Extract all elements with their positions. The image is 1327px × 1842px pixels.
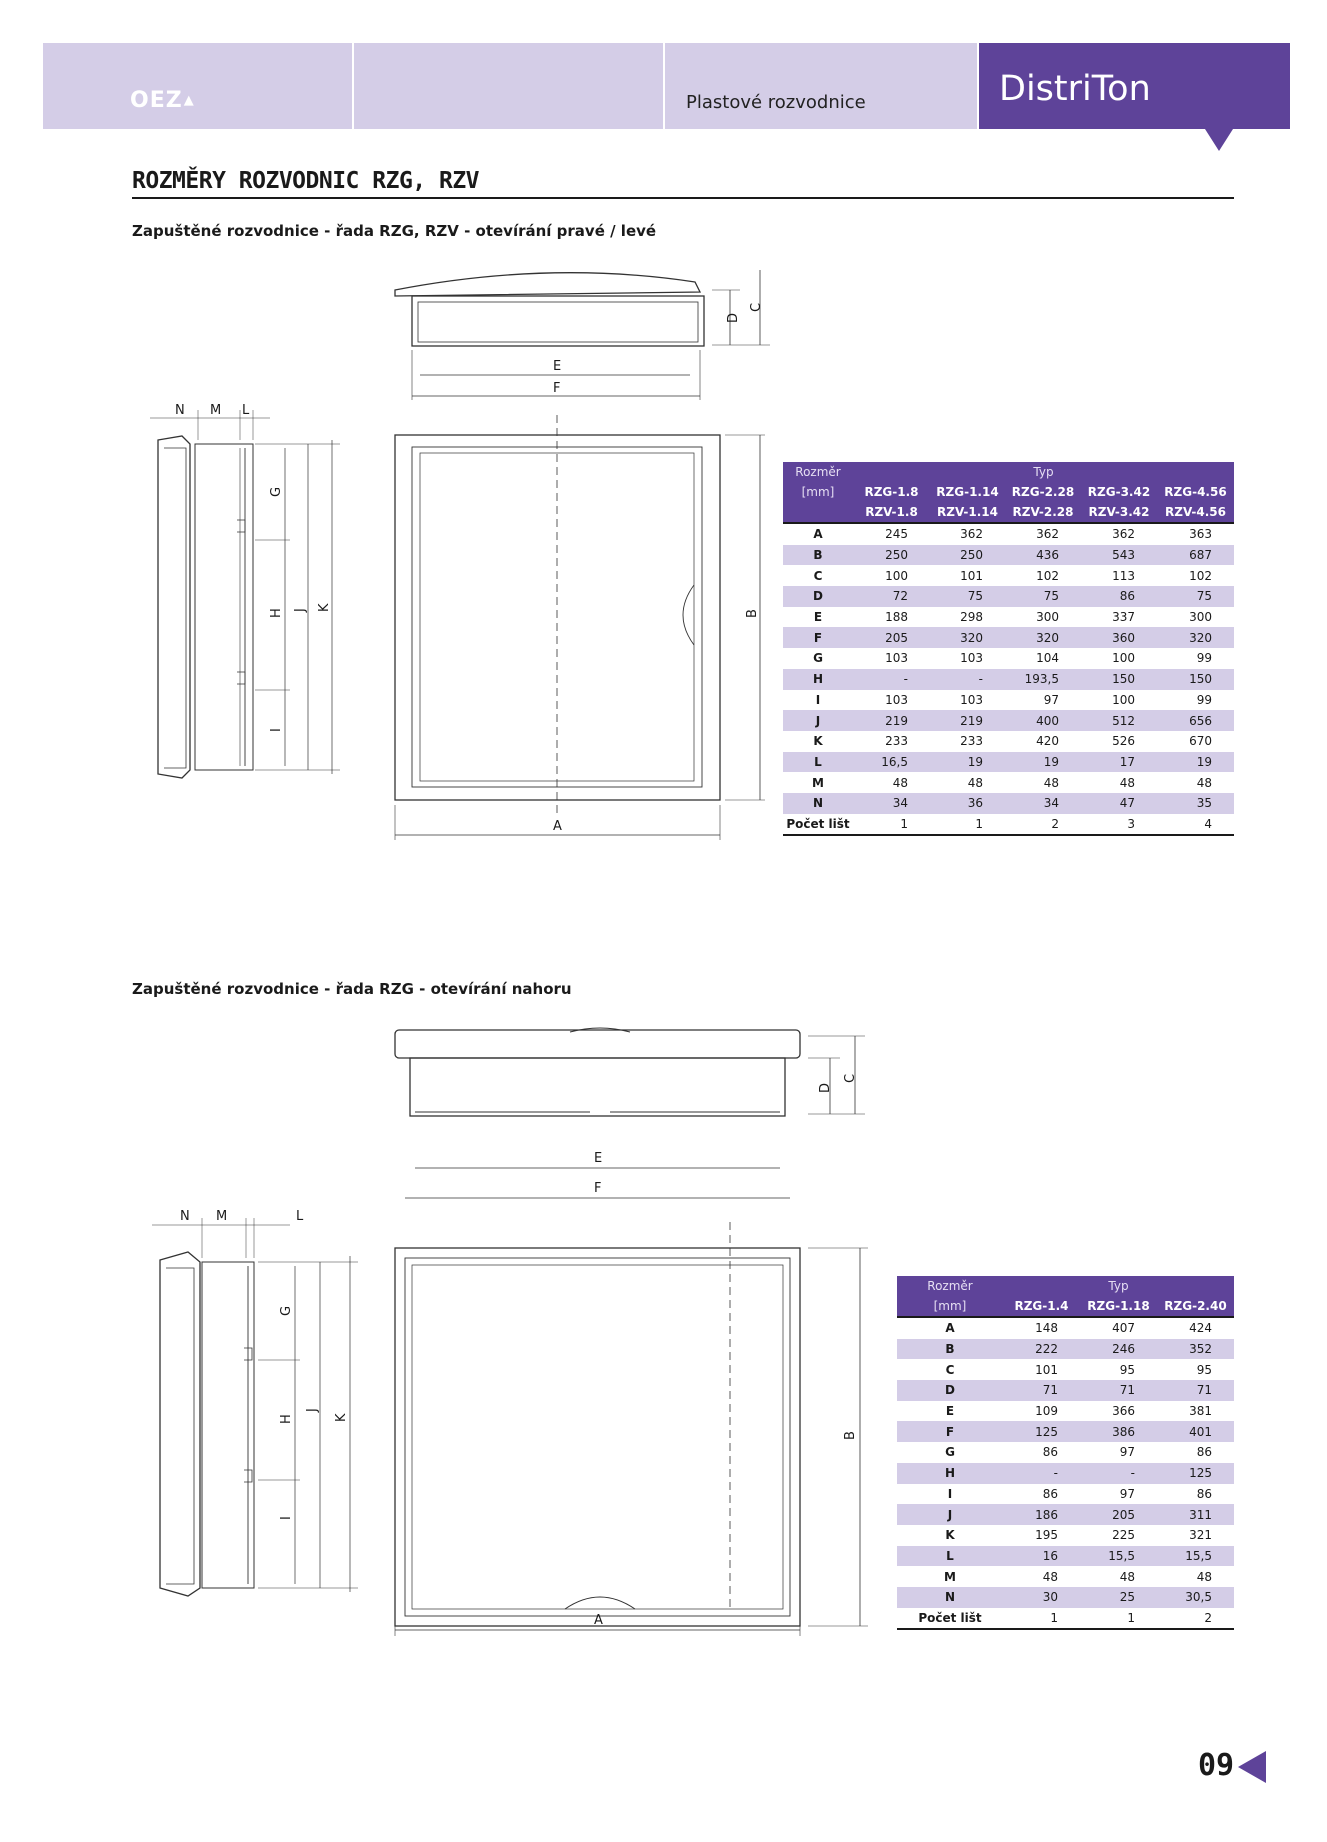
cell-value: 16: [1003, 1546, 1080, 1567]
row-key: D: [783, 586, 853, 607]
dim-label-a: A: [594, 1613, 603, 1628]
cell-value: 36: [930, 793, 1005, 814]
header-rozmer: Rozměr: [897, 1276, 1003, 1296]
row-key: L: [783, 752, 853, 773]
table-row: [783, 731, 1234, 752]
cell-value: 2: [1157, 1608, 1234, 1630]
cell-value: 75: [930, 586, 1005, 607]
cell-value: 670: [1189, 734, 1212, 749]
cell-value: 362: [1112, 527, 1135, 542]
cell-value: 1: [853, 814, 930, 836]
cell-value: 193,5: [1005, 669, 1081, 690]
model-header: RZV-2.28: [1005, 502, 1081, 523]
table-row: [897, 1484, 1234, 1505]
cell-value: 250: [853, 545, 930, 566]
table-row: [783, 690, 1234, 711]
cell-value: 15,5: [1080, 1546, 1157, 1567]
model-header: RZG-1.8: [853, 482, 930, 502]
table-row: [897, 1442, 1234, 1463]
row-key: C: [945, 1362, 955, 1377]
table-row: [897, 1359, 1234, 1380]
cell-value: 48: [1119, 775, 1135, 790]
page-title: ROZMĚRY ROZVODNIC RZG, RZV: [132, 168, 480, 194]
cell-value: 103: [885, 651, 908, 666]
cell-value: 400: [1005, 710, 1081, 731]
cell-value: 86: [1081, 586, 1157, 607]
title-rule: [132, 197, 1234, 199]
dim-label-e: E: [594, 1151, 603, 1166]
model-header: RZG-4.56: [1157, 482, 1234, 502]
cell-value: 71: [1003, 1380, 1080, 1401]
row-key: I: [815, 692, 821, 707]
table-row: [783, 565, 1234, 586]
cell-value: 512: [1081, 710, 1157, 731]
dim-label-e: E: [553, 359, 562, 374]
cell-value: 16,5: [853, 752, 930, 773]
row-key: J: [783, 710, 853, 731]
row-key: N: [783, 793, 853, 814]
table-row: [783, 814, 1234, 836]
table-row: [783, 523, 1234, 545]
cell-value: 125: [1157, 1463, 1234, 1484]
cell-value: 17: [1081, 752, 1157, 773]
header-typ: Typ: [853, 462, 1234, 482]
model-header: RZG-1.4: [1003, 1296, 1080, 1317]
cell-value: 95: [1119, 1362, 1135, 1377]
cell-value: 99: [1196, 651, 1212, 666]
cell-value: 48: [1043, 775, 1059, 790]
cell-value: 97: [1119, 1445, 1135, 1460]
cell-value: 34: [853, 793, 930, 814]
cell-value: 420: [1036, 734, 1059, 749]
model-header: RZG-3.42: [1081, 482, 1157, 502]
table-row: [783, 669, 1234, 690]
cell-value: 188: [885, 610, 908, 625]
row-key: K: [813, 734, 823, 749]
model-header: RZV-3.42: [1081, 502, 1157, 523]
table-header-row: [783, 462, 1234, 482]
cell-value: 436: [1005, 545, 1081, 566]
cell-value: 19: [930, 752, 1005, 773]
model-header: RZG-2.40: [1157, 1296, 1234, 1317]
cell-value: 71: [1080, 1380, 1157, 1401]
cell-value: 47: [1081, 793, 1157, 814]
cell-value: 19: [1157, 752, 1234, 773]
table-row: [783, 586, 1234, 607]
row-key: D: [897, 1380, 1003, 1401]
cell-value: 381: [1189, 1404, 1212, 1419]
row-key: H: [897, 1463, 1003, 1484]
cell-value: 148: [1035, 1321, 1058, 1336]
table-header-row: [783, 482, 1234, 502]
table-row: [897, 1608, 1234, 1630]
cell-value: -: [853, 669, 930, 690]
header-unit: [mm]: [897, 1296, 1003, 1317]
dim-label-b: B: [745, 609, 760, 618]
table-row: [897, 1339, 1234, 1360]
table-row: [897, 1546, 1234, 1567]
table-row: [783, 793, 1234, 814]
cell-value: 86: [1042, 1486, 1058, 1501]
brand-name: DistriTon: [999, 69, 1151, 109]
dim-label-h: H: [269, 608, 284, 618]
cell-value: 48: [1196, 1569, 1212, 1584]
cell-value: 48: [1042, 1569, 1058, 1584]
table-header-row: [897, 1276, 1234, 1296]
cell-value: 100: [885, 568, 908, 583]
cell-value: 205: [853, 627, 930, 648]
cell-value: 205: [1080, 1504, 1157, 1525]
model-header: RZV-1.14: [930, 502, 1005, 523]
model-header: RZV-1.8: [853, 502, 930, 523]
row-key: J: [897, 1504, 1003, 1525]
brand-notch: [1205, 129, 1233, 151]
dim-label-l: L: [242, 403, 250, 418]
cell-value: 1: [1080, 1608, 1157, 1630]
table-row: [897, 1380, 1234, 1401]
dim-label-i: I: [279, 1516, 294, 1520]
row-key: A: [813, 527, 823, 542]
table-row: [783, 752, 1234, 773]
cell-value: 300: [1189, 610, 1212, 625]
dim-label-d: D: [818, 1082, 833, 1093]
cell-value: 86: [1196, 1445, 1212, 1460]
cell-value: 102: [1036, 568, 1059, 583]
section2-subtitle: Zapuštěné rozvodnice - řada RZG - otevírání nahoru: [132, 980, 572, 998]
header-rozmer: Rozměr: [783, 462, 853, 482]
cell-value: 72: [853, 586, 930, 607]
cell-value: 320: [1005, 627, 1081, 648]
table-header-row: [783, 502, 1234, 523]
cell-value: 320: [1157, 627, 1234, 648]
row-key: L: [897, 1546, 1003, 1567]
brand-box: [979, 43, 1290, 129]
cell-value: 95: [1196, 1362, 1212, 1377]
table-row: [783, 607, 1234, 628]
dim-label-f: F: [553, 381, 561, 396]
cell-value: 225: [1112, 1528, 1135, 1543]
section1-drawing: [0, 250, 780, 850]
row-key: A: [945, 1321, 955, 1336]
table-row: [897, 1525, 1234, 1546]
model-header: RZG-2.28: [1005, 482, 1081, 502]
section1-subtitle: Zapuštěné rozvodnice - řada RZG, RZV - otevírání pravé / levé: [132, 222, 657, 240]
row-key: F: [897, 1421, 1003, 1442]
cell-value: 103: [885, 692, 908, 707]
dim-label-a: A: [553, 819, 562, 834]
cell-value: 360: [1081, 627, 1157, 648]
cell-value: 195: [1035, 1528, 1058, 1543]
cell-value: 321: [1189, 1528, 1212, 1543]
dim-label-h: H: [279, 1414, 294, 1424]
cell-value: 104: [1036, 651, 1059, 666]
cell-value: 311: [1157, 1504, 1234, 1525]
dim-label-g: G: [269, 486, 284, 497]
dim-label-k: K: [317, 603, 332, 612]
cell-value: 362: [960, 527, 983, 542]
cell-value: 1: [930, 814, 1005, 836]
cell-value: 233: [885, 734, 908, 749]
cell-value: 100: [1112, 651, 1135, 666]
header-unit: [mm]: [783, 482, 853, 502]
cell-value: 320: [930, 627, 1005, 648]
cell-value: 245: [885, 527, 908, 542]
cell-value: 25: [1080, 1587, 1157, 1608]
cell-value: 298: [960, 610, 983, 625]
row-key: M: [812, 775, 824, 790]
cell-value: 222: [1003, 1339, 1080, 1360]
table-row: [783, 710, 1234, 731]
row-key: E: [945, 1404, 955, 1419]
dim-label-k: K: [334, 1413, 349, 1422]
row-key: B: [783, 545, 853, 566]
cell-value: 103: [960, 692, 983, 707]
header-typ: Typ: [1003, 1276, 1234, 1296]
row-key: Počet lišt: [897, 1608, 1003, 1630]
cell-value: 656: [1157, 710, 1234, 731]
cell-value: 2: [1005, 814, 1081, 836]
dim-label-c: C: [749, 302, 764, 312]
dim-label-m: M: [210, 403, 222, 418]
cell-value: 99: [1196, 692, 1212, 707]
cell-value: 101: [960, 568, 983, 583]
table-row: [897, 1463, 1234, 1484]
dim-label-n: N: [180, 1209, 190, 1224]
table-row: [897, 1317, 1234, 1339]
page-number: 09: [1198, 1748, 1235, 1783]
cell-value: 526: [1112, 734, 1135, 749]
cell-value: 401: [1157, 1421, 1234, 1442]
row-key: Počet lišt: [783, 814, 853, 836]
cell-value: 250: [930, 545, 1005, 566]
dim-label-g: G: [279, 1305, 294, 1316]
page-number-arrow: [1238, 1751, 1266, 1783]
header-band-middle: [354, 43, 663, 129]
row-key: E: [813, 610, 823, 625]
table-row: [897, 1421, 1234, 1442]
cell-value: 48: [1196, 775, 1212, 790]
cell-value: -: [1080, 1463, 1157, 1484]
cell-value: 103: [960, 651, 983, 666]
cell-value: 125: [1003, 1421, 1080, 1442]
cell-value: 352: [1157, 1339, 1234, 1360]
row-key: K: [945, 1528, 955, 1543]
row-key: H: [783, 669, 853, 690]
cell-value: 100: [1112, 692, 1135, 707]
cell-value: 30,5: [1157, 1587, 1234, 1608]
dim-label-l: L: [296, 1209, 304, 1224]
model-header: RZV-4.56: [1157, 502, 1234, 523]
cell-value: -: [930, 669, 1005, 690]
section2-dimension-table: [897, 1276, 1234, 1630]
cell-value: 424: [1189, 1321, 1212, 1336]
cell-value: 246: [1080, 1339, 1157, 1360]
table-row: [783, 648, 1234, 669]
cell-value: 86: [1042, 1445, 1058, 1460]
cell-value: 543: [1081, 545, 1157, 566]
cell-value: 102: [1189, 568, 1212, 583]
cell-value: 3: [1081, 814, 1157, 836]
table-row: [897, 1566, 1234, 1587]
row-key: F: [783, 627, 853, 648]
table-row: [897, 1504, 1234, 1525]
cell-value: 337: [1112, 610, 1135, 625]
section1-dimension-table: [783, 462, 1234, 836]
cell-value: 233: [960, 734, 983, 749]
dim-label-j: J: [305, 1408, 320, 1412]
cell-value: 48: [1119, 1569, 1135, 1584]
header-category: Plastové rozvodnice: [686, 92, 866, 113]
cell-value: 97: [1043, 692, 1059, 707]
cell-value: 75: [1005, 586, 1081, 607]
table-header-row: [897, 1296, 1234, 1317]
dim-label-m: M: [216, 1209, 228, 1224]
cell-value: 113: [1112, 568, 1135, 583]
cell-value: 34: [1005, 793, 1081, 814]
row-key: I: [947, 1486, 953, 1501]
cell-value: 4: [1157, 814, 1234, 836]
dim-label-d: D: [726, 312, 741, 323]
model-header: RZG-1.14: [930, 482, 1005, 502]
cell-value: 363: [1189, 527, 1212, 542]
row-key: M: [944, 1569, 956, 1584]
cell-value: 75: [1157, 586, 1234, 607]
dim-label-n: N: [175, 403, 185, 418]
cell-value: 300: [1036, 610, 1059, 625]
cell-value: 219: [853, 710, 930, 731]
row-key: G: [813, 651, 823, 666]
cell-value: 366: [1112, 1404, 1135, 1419]
table-row: [783, 545, 1234, 566]
cell-value: 97: [1119, 1486, 1135, 1501]
cell-value: 101: [1035, 1362, 1058, 1377]
header-band-category: [665, 43, 977, 129]
dim-label-f: F: [594, 1181, 602, 1196]
cell-value: 186: [1003, 1504, 1080, 1525]
cell-value: 71: [1157, 1380, 1234, 1401]
cell-value: 19: [1005, 752, 1081, 773]
row-key: B: [897, 1339, 1003, 1360]
cell-value: 687: [1157, 545, 1234, 566]
header-band-left: [43, 43, 352, 129]
section2-drawing: [0, 1020, 900, 1640]
table-row: [783, 772, 1234, 793]
row-key: G: [945, 1445, 955, 1460]
cell-value: 48: [892, 775, 908, 790]
cell-value: 86: [1196, 1486, 1212, 1501]
cell-value: 219: [930, 710, 1005, 731]
table-row: [897, 1587, 1234, 1608]
table-row: [783, 627, 1234, 648]
cell-value: 150: [1157, 669, 1234, 690]
table-row: [897, 1401, 1234, 1422]
row-key: N: [897, 1587, 1003, 1608]
cell-value: 109: [1035, 1404, 1058, 1419]
cell-value: 150: [1081, 669, 1157, 690]
cell-value: 30: [1003, 1587, 1080, 1608]
cell-value: -: [1003, 1463, 1080, 1484]
dim-label-j: J: [293, 608, 308, 612]
cell-value: 15,5: [1157, 1546, 1234, 1567]
model-header: RZG-1.18: [1080, 1296, 1157, 1317]
row-key: C: [813, 568, 823, 583]
dim-label-i: I: [269, 728, 284, 732]
dim-label-b: B: [843, 1431, 858, 1440]
cell-value: 407: [1112, 1321, 1135, 1336]
cell-value: 35: [1157, 793, 1234, 814]
cell-value: 1: [1003, 1608, 1080, 1630]
dim-label-c: C: [843, 1073, 858, 1083]
cell-value: 48: [967, 775, 983, 790]
cell-value: 362: [1036, 527, 1059, 542]
oez-logo: OEZ▲: [130, 88, 195, 113]
cell-value: 386: [1080, 1421, 1157, 1442]
